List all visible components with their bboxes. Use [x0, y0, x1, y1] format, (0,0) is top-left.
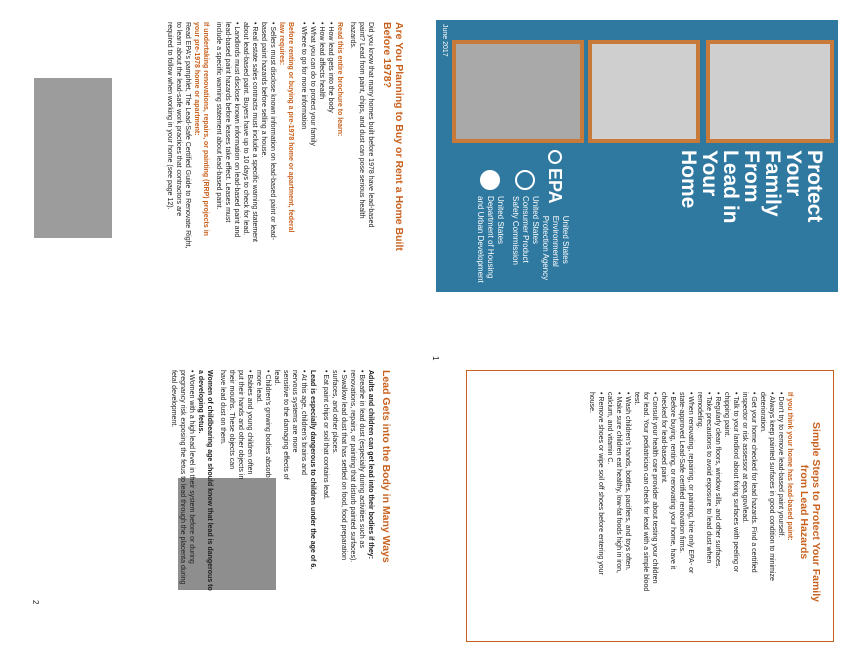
adults-list — [321, 370, 366, 585]
children-heading: Lead is especially dangerous to children under the age of 6. — [309, 370, 316, 570]
before-heading: Before renting or buying a pre-1978 home or apartment, federal law requires: — [278, 22, 294, 233]
cover-photo-houses — [452, 40, 584, 143]
cover-title-line: Your — [698, 150, 721, 197]
agency-hud: United States Department of Housing and Urban Development — [475, 170, 505, 283]
cover-title-line: Family — [761, 150, 784, 217]
left-intro: Did you know that many homes built before 1978 have lead-based paint? Lead from paint, chips, and dust can pose serious health hazards. — [349, 22, 374, 228]
cover-title-line: Your — [782, 150, 805, 197]
list-item: • Regularly clean floors, window sills, and other surfaces. — [714, 392, 721, 569]
rrp-text: Read EPA's pamphlet, The Lead-Safe Certified Guide to Renovate Right, to learn about the lead-safe work practices that contractors are required to follow when working in your home (see page 12). — [166, 22, 191, 249]
list-item: • Remove shoes or wipe soil off shoes before entering your house. — [588, 392, 604, 575]
middle-panel — [169, 370, 392, 610]
cover-date: June 2017 — [441, 24, 448, 57]
left-heading: Are You Planning to Buy or Rent a Home Built Before 1978? — [381, 22, 405, 251]
cover-title-line: From — [740, 150, 763, 203]
hud-seal-icon — [480, 170, 500, 190]
list-item: • Consult your health care provider about testing your children for lead. Your pediatrician can check for lead with a simple blood test. — [633, 392, 658, 592]
list-item: • Before buying, renting, or renovating your home, have it checked for lead-based paint. — [660, 392, 676, 570]
steps-subheading: If you think your home has lead-based paint: — [786, 392, 793, 541]
adults-heading: Adults and children can get lead into their bodies if they: — [367, 370, 374, 560]
agency-cpsc: United States Consumer Product Safety Commission — [510, 170, 540, 265]
list-item: • When renovating, repairing, or painting, hire only EPA- or state-approved Lead-Safe certified renovation firms. — [678, 392, 694, 574]
rrp-heading: If undertaking renovations, repairs, or painting (RRP) projects in your pre-1978 home or apartment: — [193, 22, 209, 236]
house-photo — [34, 78, 112, 238]
list-item: • How lead affects health — [318, 22, 325, 100]
list-item: • Children's growing bodies absorb more lead. — [255, 370, 271, 478]
cpsc-logo-icon — [515, 170, 535, 190]
list-item: • At this age, children's brains and nervous systems are more sensitive to the damaging effects of lead. — [273, 370, 307, 480]
steps-list — [587, 392, 785, 592]
page-number: 2 — [31, 600, 40, 605]
list-item: • Women with a high lead level in their system before or during pregnancy risk exposing the fetus to lead through the placenta during fetal development. — [170, 370, 195, 585]
agency-block: EPA United States Environmental Protection Agency — [540, 150, 570, 280]
list-item: • Swallow lead dust that has settled on food, food preparation surfaces, and other places. — [331, 370, 347, 561]
list-item: • Get your home checked for lead hazards. Find a certified inspector or risk assessor at epa.gov/lead. — [741, 392, 757, 573]
cover-title-line: Protect — [803, 150, 826, 223]
list-item: • Always keep painted surfaces in good condition to minimize deterioration. — [759, 392, 775, 581]
list-item: • Babies and young children often put their hands and other objects in their mouths. These objects can have lead dust on them. — [219, 370, 253, 480]
women-list — [169, 370, 196, 585]
learn-heading: Read this entire brochure to learn: — [336, 22, 343, 137]
list-item: • Real estate sales contracts must include a specific warning statement about lead-based paint. Buyers have up to 10 days to check for lead. — [242, 22, 258, 242]
page-mark: 1 — [431, 356, 440, 361]
list-item: • Make sure children eat healthy, low-fat foods high in iron, calcium, and vitamin C. — [606, 392, 622, 573]
women-heading: Women of childbearing age should know that lead is dangerous to a developing fetus. — [197, 370, 213, 591]
list-item: • How lead gets into the body — [327, 22, 334, 113]
list-item: • Sellers must disclose known information on lead-based paint or lead-based paint hazards before selling a house. — [260, 22, 276, 241]
right-panel — [587, 392, 822, 632]
steps-heading: Simple Steps to Protect Your Family from Lead Hazards — [798, 422, 822, 602]
cover-photo-family — [706, 40, 834, 143]
cover-title-line: Lead in — [719, 150, 742, 224]
list-item: • Wash children's hands, bottles, pacifiers, and toys often. — [624, 392, 631, 571]
before-list — [214, 22, 277, 242]
list-item: • Landlords must disclose known information on lead-based paint and lead-based paint hazards before leases take effect. Leases must include a specific warning statement about lead-based paint. — [215, 22, 240, 238]
list-item: • Talk to your landlord about fixing surfaces with peeling or chipping paint. — [723, 392, 739, 573]
cover-title — [678, 150, 825, 224]
children-list — [218, 370, 308, 480]
learn-list — [299, 22, 335, 312]
left-panel — [165, 22, 405, 312]
list-item: • What you can do to protect your family — [309, 22, 316, 146]
list-item: • Take precautions to avoid exposure to lead dust when remodeling. — [696, 392, 712, 564]
middle-heading: Lead Gets into the Body in Many Ways — [380, 370, 392, 563]
cover-title-line: Home — [677, 150, 700, 209]
list-item: • Breathe in lead dust (especially during activities such as renovations, repairs, or painting that disturb painted surfaces). — [349, 370, 365, 563]
epa-logo-icon — [548, 150, 562, 164]
list-item: • Where to go for more information — [300, 22, 307, 130]
list-item: • Eat paint chips or soil that contains lead. — [322, 370, 329, 500]
list-item: • Don't try to remove lead-based paint yourself. — [777, 392, 784, 538]
cover-photo-child — [588, 40, 700, 143]
epa-logo: EPA — [545, 168, 566, 204]
